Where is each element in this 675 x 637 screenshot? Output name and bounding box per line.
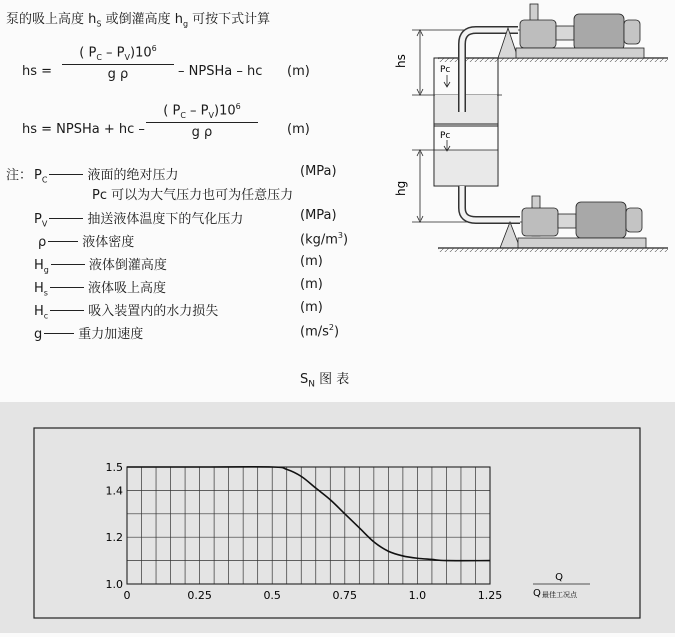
formula-1-denominator: g ρ — [107, 66, 129, 82]
legend-unit-sup: 3 — [337, 231, 343, 240]
motor-fan-bottom — [626, 208, 642, 232]
legend-item-pv — [34, 208, 243, 229]
coupling-bottom — [558, 214, 576, 228]
formula-1-numerator — [62, 44, 174, 65]
chart-title-rest: 图 表 — [315, 372, 350, 387]
sn-chart — [0, 402, 675, 633]
f1-num-exp: 6 — [151, 44, 157, 53]
legend-unit-pc: (MPa) — [300, 164, 337, 179]
pump-casing-top — [520, 20, 556, 48]
suction-lift-diagram — [394, 4, 668, 126]
legend-sym: P — [34, 212, 42, 227]
legend-sym: P — [34, 168, 42, 183]
legend-sub: s — [43, 288, 48, 298]
f2-num-dash: – P — [185, 103, 209, 119]
x-axis-label — [533, 572, 590, 599]
legend-item-g — [34, 323, 143, 342]
xlabel-denominator-sub: 最佳工况点 — [542, 591, 577, 599]
legend-desc: 液体吸上高度 — [87, 281, 166, 296]
formula-2-denominator: g ρ — [191, 124, 213, 140]
dash-line — [48, 241, 78, 242]
plot-area-border — [127, 467, 490, 584]
legend-prefix: 注： — [6, 168, 33, 183]
formula-2-lhs: hs = NPSHa + hc – — [22, 122, 145, 137]
legend-unit-hc: (m) — [300, 300, 323, 315]
f1-num-dash: – P — [101, 45, 125, 61]
f2-num-exp: 6 — [235, 102, 241, 111]
motor-fan-top — [624, 20, 640, 44]
dash-line — [50, 310, 84, 311]
legend-sub: V — [41, 219, 48, 229]
f2-num-v: V — [208, 110, 214, 120]
y-tick-label: 1.5 — [105, 461, 123, 474]
legend-unit-rho — [300, 231, 348, 247]
legend-unit-g — [300, 323, 339, 339]
legend-sym: H — [34, 258, 44, 273]
y-tick-label: 1.4 — [105, 484, 123, 498]
hg-label: hg — [394, 180, 408, 196]
legend-sym: H — [34, 304, 44, 319]
baseplate-bottom — [518, 238, 646, 248]
legend-unit-end: ) — [333, 324, 340, 340]
y-tick-label: 1.0 — [105, 578, 123, 591]
x-tick-label: 0.5 — [263, 589, 281, 602]
legend-sub: g — [43, 265, 49, 275]
pc-arrow-bottom — [444, 140, 450, 151]
formula-2-fraction — [146, 102, 258, 140]
f1-num-c: C — [96, 52, 102, 62]
dash-line — [49, 218, 83, 219]
xlabel-denominator: Q — [533, 588, 541, 599]
chart-title-s: S — [300, 372, 309, 387]
heading-suffix: 可按下式计算 — [188, 12, 271, 27]
heading — [6, 12, 270, 33]
supply-pipe-support — [500, 222, 520, 248]
legend-unit-pv: (MPa) — [300, 208, 337, 223]
formula-2-unit: (m) — [287, 122, 310, 137]
heading-s-sub: S — [96, 19, 102, 29]
pump-casing-bottom — [522, 208, 558, 236]
pc-arrow-top — [444, 75, 450, 87]
heading-prefix: 泵的吸上高度 h — [6, 12, 97, 27]
f2-num-p: ( P — [163, 103, 181, 119]
formula-1-fraction — [62, 44, 174, 82]
x-tick-label: 0.25 — [187, 589, 212, 602]
heading-g-sub: g — [182, 19, 189, 29]
pc-label-bottom: Pc — [440, 131, 451, 141]
chart-panel — [0, 402, 675, 633]
pc-label-top: Pc — [440, 65, 451, 75]
y-tick-label: 1.2 — [105, 531, 123, 545]
legend-unit-hs: (m) — [300, 277, 323, 292]
legend-item-hc — [34, 300, 218, 321]
f2-num-end: )10 — [214, 103, 236, 119]
motor-top — [574, 14, 624, 50]
legend-item-rho — [38, 231, 134, 250]
coupling-top — [556, 26, 574, 40]
legend-unit-hg: (m) — [300, 254, 323, 269]
dash-line — [51, 264, 85, 265]
supply-pipe-inner — [462, 186, 520, 220]
floor-hatch — [438, 58, 668, 62]
dash-line — [49, 174, 83, 175]
supply-pipe — [462, 186, 520, 220]
legend-sub: C — [41, 175, 48, 185]
flooded-suction-diagram — [394, 124, 668, 252]
dash-line — [44, 333, 74, 334]
chart-ticks — [106, 461, 503, 602]
legend-sym: H — [34, 281, 44, 296]
legend-unit-sup: 2 — [328, 323, 334, 332]
f1-num-p: ( P — [79, 45, 97, 61]
x-tick-label: 0.75 — [332, 589, 358, 602]
legend-unit: (kg/m — [300, 232, 338, 248]
baseplate-top — [516, 48, 644, 58]
chart-title-n: N — [308, 379, 315, 390]
formula-1-unit: (m) — [287, 64, 310, 79]
x-tick-label: 1.25 — [477, 589, 503, 602]
chart-title — [300, 368, 349, 390]
legend-item-hg — [34, 254, 167, 275]
hs-label: hs — [394, 54, 408, 68]
legend — [6, 158, 386, 342]
legend-sub: c — [43, 311, 49, 321]
xlabel-numerator: Q — [555, 572, 563, 583]
supply-tank-water — [435, 150, 497, 185]
formula-1-lhs: hs = — [22, 64, 53, 79]
x-tick-label: 1.0 — [408, 589, 427, 602]
chart-grid — [127, 467, 490, 584]
legend-note: Pc 可以为大气压力也可为任意压力 — [92, 188, 294, 203]
pump-diagram — [392, 0, 675, 258]
formula-2-numerator — [146, 102, 258, 123]
legend-desc: 抽送液体温度下的气化压力 — [87, 212, 244, 227]
f1-num-v: V — [124, 52, 130, 62]
legend-desc: 吸入装置内的水力损失 — [88, 304, 219, 319]
legend-unit-end: ) — [343, 232, 349, 248]
legend-desc: 液体倒灌高度 — [88, 258, 167, 273]
legend-desc: 液面的绝对压力 — [87, 168, 179, 183]
motor-bottom — [576, 202, 626, 238]
legend-unit: (m/s — [300, 324, 329, 340]
dash-line — [50, 287, 84, 288]
legend-desc: 重力加速度 — [78, 327, 144, 342]
legend-sym: g — [34, 327, 43, 342]
formula-1-rhs: – NPSHa – hc — [178, 64, 263, 79]
legend-item-pc — [34, 164, 178, 185]
legend-item-hs — [34, 277, 166, 298]
legend-desc: 液体密度 — [82, 235, 135, 250]
f1-num-end: )10 — [130, 45, 152, 61]
legend-sym: ρ — [38, 235, 47, 250]
f2-num-c: C — [180, 110, 186, 120]
chart-axes — [127, 467, 490, 584]
floor-hatch-bottom — [438, 248, 668, 252]
heading-mid: 或倒灌高度 h — [101, 12, 183, 27]
x-tick-label: 0 — [123, 589, 131, 602]
